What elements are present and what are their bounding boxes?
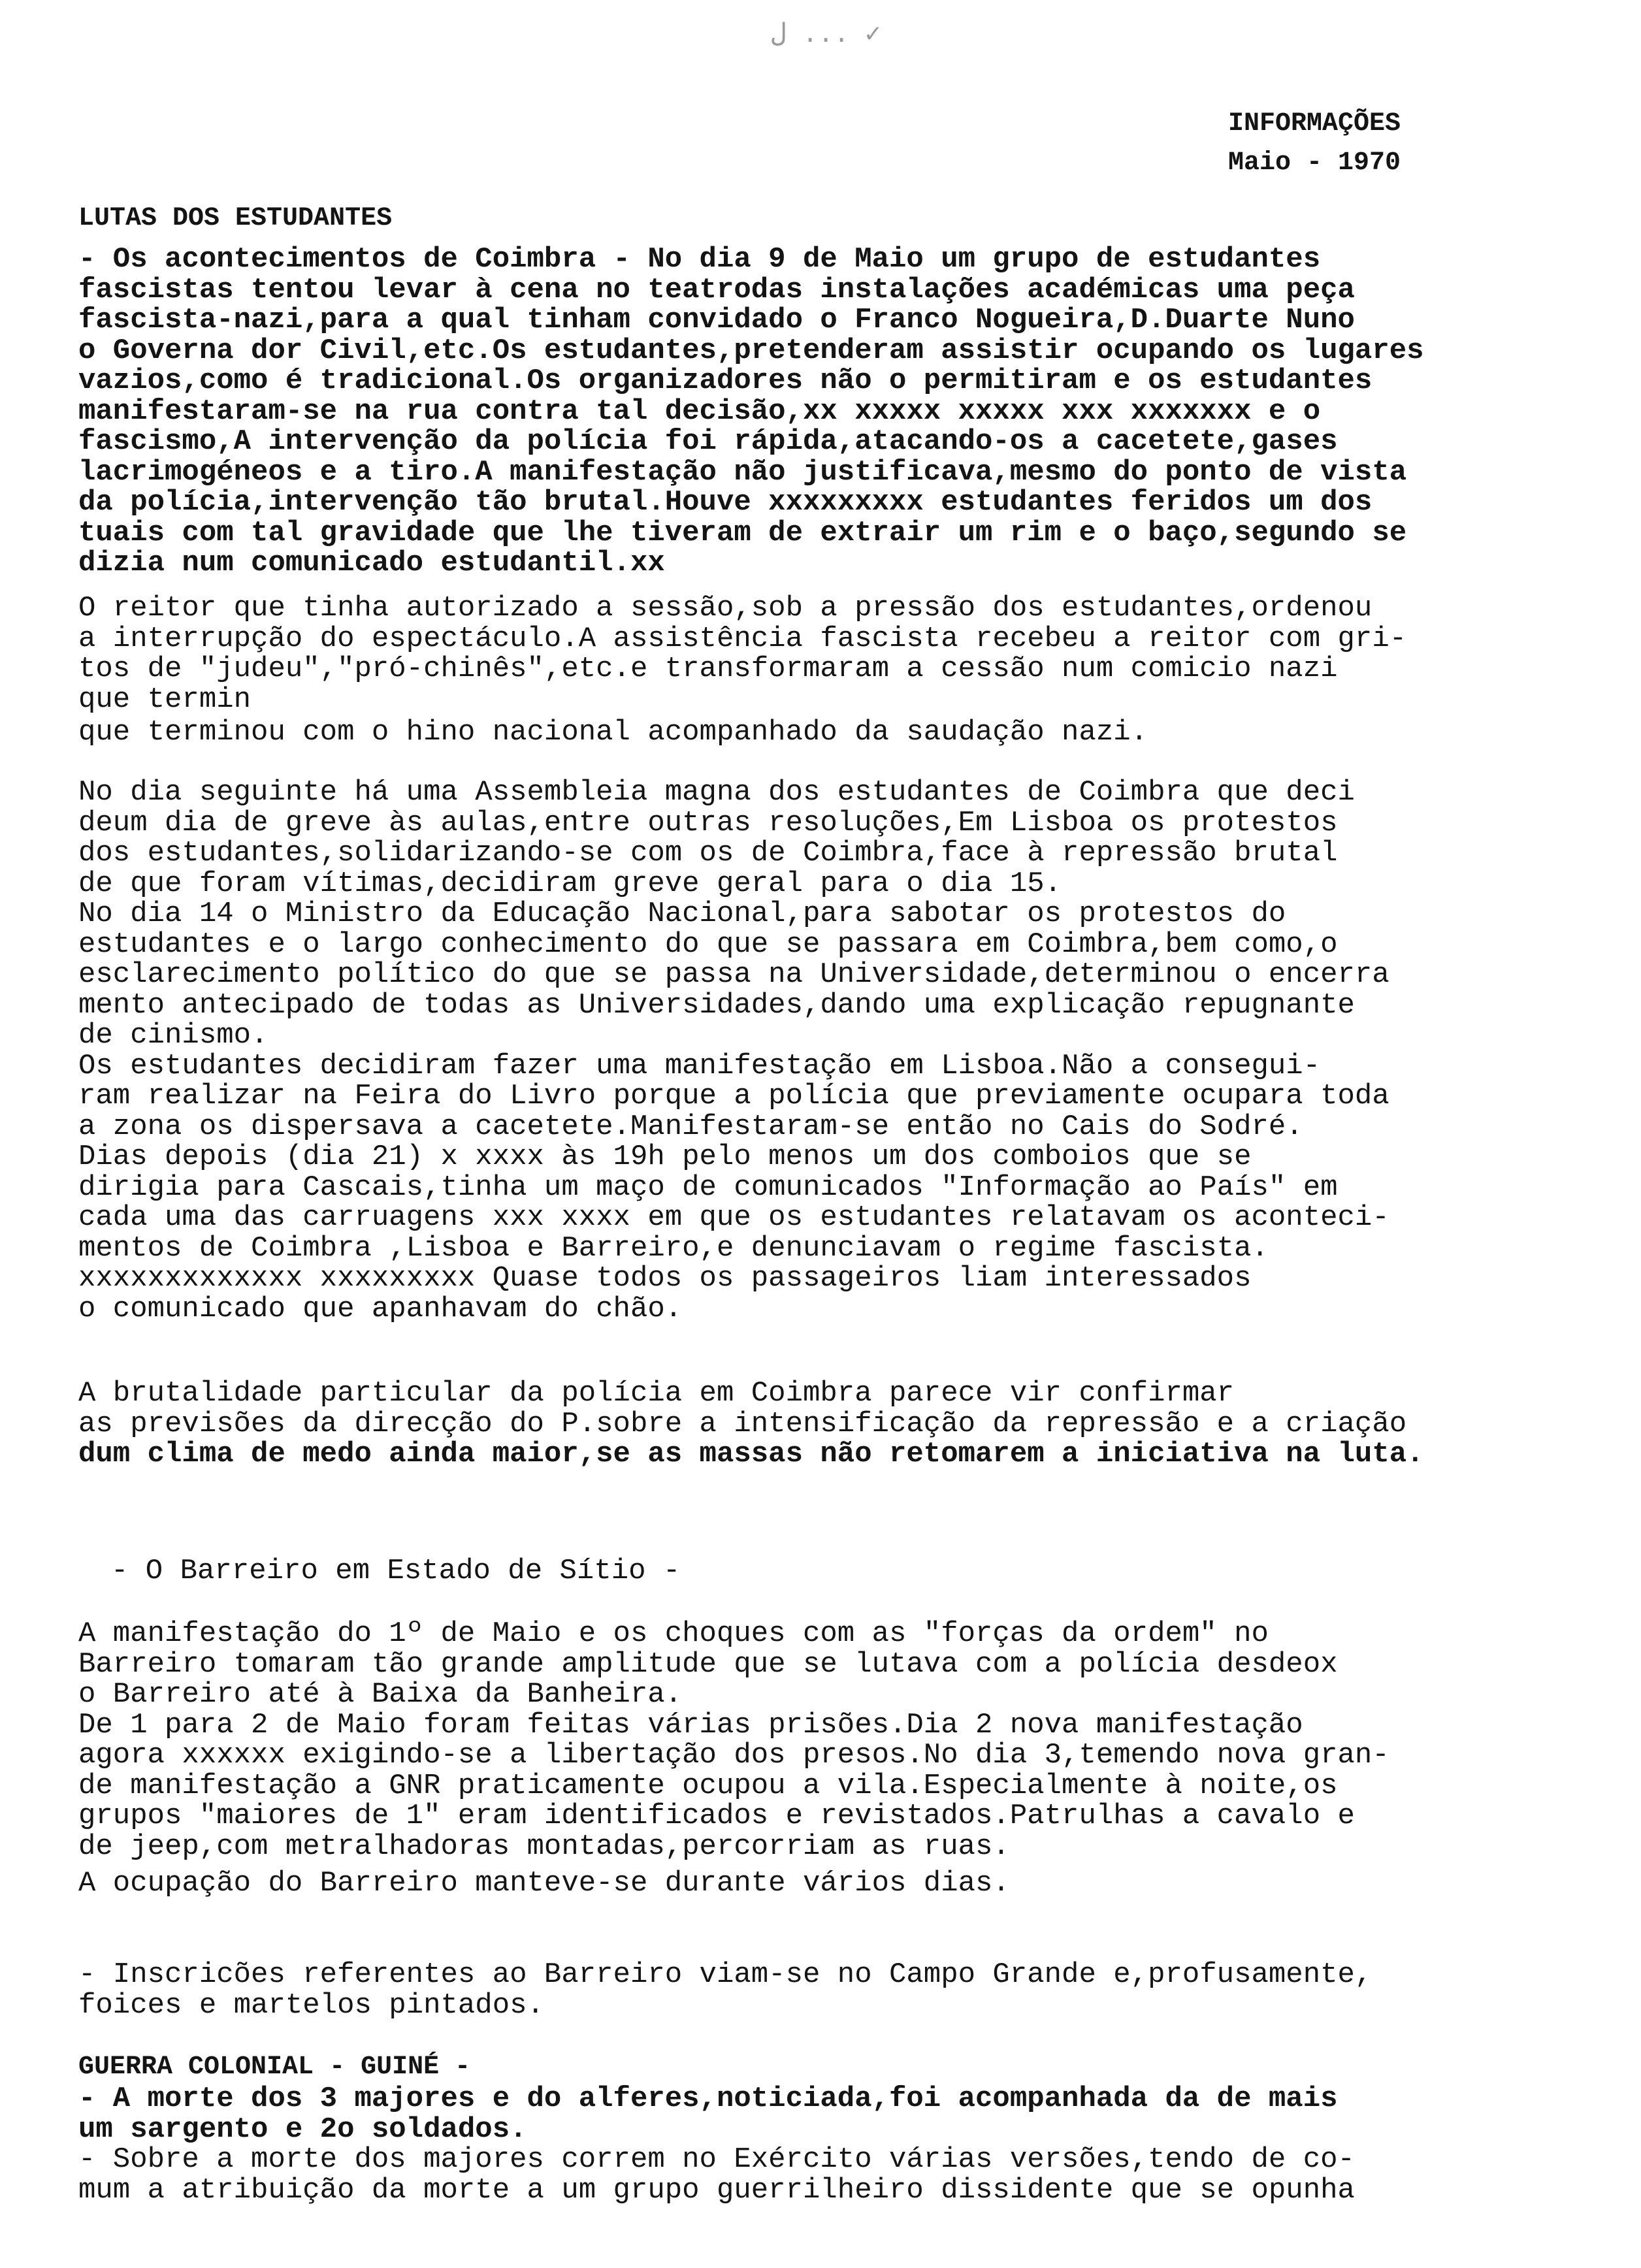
paragraph-barreiro: [78, 1619, 1568, 1899]
text-line: mentos de Coimbra ,Lisboa e Barreiro,e denunciavam o regime fascista.: [78, 1233, 1269, 1263]
text-line: da polícia,intervenção tão brutal.Houve xxxxxxxxx estudantes feridos um dos: [78, 487, 1373, 518]
text-line: de cinismo.: [78, 1020, 268, 1051]
paragraph-guine: [78, 2084, 1568, 2205]
text-line: No dia 14 o Ministro da Educação Nacional,para sabotar os protestos do: [78, 899, 1286, 930]
text-line: dizia num comunicado estudantil.xx: [78, 548, 665, 579]
text-line: vazios,como é tradicional.Os organizadores não o permitiram e os estudantes: [78, 366, 1373, 397]
text-line: estudantes e o largo conhecimento do que se passara em Coimbra,bem como,o: [78, 929, 1338, 960]
text-line: um sargento e 2o soldados.: [78, 2114, 527, 2145]
text-line: o Governa dor Civil,etc.Os estudantes,pretenderam assistir ocupando os lugares: [78, 335, 1424, 366]
text-line: grupos "maiores de 1" eram identificados e revistados.Patrulhas a cavalo e: [78, 1801, 1355, 1832]
paragraph-brutalidade: [78, 1378, 1568, 1470]
text-line: O reitor que tinha autorizado a sessão,sob a pressão dos estudantes,ordenou: [78, 593, 1373, 624]
text-line: foices e martelos pintados.: [78, 1990, 544, 2020]
text-line: tuais com tal gravidade que lhe tiveram de extrair um rim e o baço,segundo se: [78, 517, 1407, 548]
text-line: fascistas tentou levar à cena no teatrodas instalações académicas uma peça: [78, 274, 1355, 305]
document-header: [1228, 105, 1401, 183]
text-line: A manifestação do 1º de Maio e os choques com as "forças da ordem" no: [78, 1619, 1269, 1649]
text-line: de jeep,com metralhadoras montadas,percorriam as ruas.: [78, 1831, 1010, 1862]
text-line: que termin: [78, 684, 252, 715]
text-line: a zona os dispersava a cacetete.Manifestaram-se então no Cais do Sodré.: [78, 1111, 1303, 1142]
text-line: de manifestação a GNR praticamente ocupou a vila.Especialmente à noite,os: [78, 1770, 1338, 1801]
text-line: Dias depois (dia 21) x xxxx às 19h pelo menos um dos comboios que se: [78, 1142, 1252, 1173]
text-line: - Sobre a morte dos majores correm no Exército várias versões,tendo de co-: [78, 2145, 1355, 2175]
text-line: esclarecimento político do que se passa na Universidade,determinou o encerra: [78, 960, 1389, 990]
section-heading-barreiro: - O Barreiro em Estado de Sítio -: [111, 1555, 681, 1587]
text-line: fascismo,A intervenção da polícia foi rápida,atacando-os a cacetete,gases: [78, 427, 1338, 457]
text-line: ram realizar na Feira do Livro porque a polícia que previamente ocupara toda: [78, 1081, 1389, 1112]
text-line: tos de "judeu","pró-chinês",etc.e transformaram a cessão num comicio nazi: [78, 654, 1338, 685]
text-line: A ocupação do Barreiro manteve-se durante vários dias.: [78, 1868, 1010, 1899]
text-line: a interrupção do espectáculo.A assistência fascista recebeu a reitor com gri-: [78, 623, 1407, 654]
text-line: deum dia de greve às aulas,entre outras resoluções,Em Lisboa os protestos: [78, 807, 1338, 838]
text-line: A brutalidade particular da polícia em Coimbra parece vir confirmar: [78, 1378, 1235, 1409]
paragraph-coimbra-events: [78, 244, 1568, 579]
document-title: INFORMAÇÕES: [1228, 109, 1401, 138]
text-line: De 1 para 2 de Maio foram feitas várias prisões.Dia 2 nova manifestação: [78, 1709, 1303, 1740]
text-line: dirigia para Cascais,tinha um maço de comunicados "Informação ao País" em: [78, 1172, 1338, 1203]
text-line: - Os acontecimentos de Coimbra - No dia 9 de Maio um grupo de estudantes: [78, 244, 1321, 275]
text-line: mum a atribuição da morte a um grupo guerrilheiro dissidente que se opunha: [78, 2175, 1355, 2205]
paragraph-inscricoes: [78, 1960, 1568, 2020]
handwritten-scribble: ل ... ✓: [771, 21, 881, 50]
paragraph-assembleia: [78, 777, 1568, 1324]
text-line: - Inscricões referentes ao Barreiro viam-se no Campo Grande e,profusamente,: [78, 1960, 1373, 1990]
text-line: Barreiro tomaram tão grande amplitude que se lutava com a polícia desdeox: [78, 1649, 1338, 1679]
text-line: as previsões da direcção do P.sobre a intensificação da repressão e a criação: [78, 1408, 1407, 1439]
section-heading-lutas: LUTAS DOS ESTUDANTES: [78, 204, 393, 233]
text-line: mento antecipado de todas as Universidades,dando uma explicação repugnante: [78, 990, 1355, 1020]
paragraph-reitor: [78, 593, 1568, 748]
text-line: dum clima de medo ainda maior,se as massas não retomarem a iniciativa na luta.: [78, 1439, 1424, 1470]
text-line: Os estudantes decidiram fazer uma manifestação em Lisboa.Não a consegui-: [78, 1050, 1321, 1081]
text-line: de que foram vítimas,decidiram greve geral para o dia 15.: [78, 868, 1062, 899]
text-line: o Barreiro até à Baixa da Banheira.: [78, 1679, 683, 1710]
text-line: manifestaram-se na rua contra tal decisão,xx xxxxx xxxxx xxx xxxxxxx e o: [78, 396, 1321, 427]
text-line: No dia seguinte há uma Assembleia magna dos estudantes de Coimbra que deci: [78, 777, 1355, 808]
text-line: dos estudantes,solidarizando-se com os de Coimbra,face à repressão brutal: [78, 838, 1338, 869]
text-line: que terminou com o hino nacional acompanhado da saudação nazi.: [78, 717, 1148, 748]
text-line: xxxxxxxxxxxxx xxxxxxxxx Quase todos os passageiros liam interessados: [78, 1263, 1252, 1294]
text-line: fascista-nazi,para a qual tinham convidado o Franco Nogueira,D.Duarte Nuno: [78, 305, 1355, 336]
text-line: o comunicado que apanhavam do chão.: [78, 1293, 683, 1324]
text-line: cada uma das carruagens xxx xxxx em que os estudantes relatavam os aconteci-: [78, 1203, 1389, 1233]
document-date: Maio - 1970: [1228, 148, 1401, 178]
section-heading-guerra-colonial: GUERRA COLONIAL - GUINÉ -: [78, 2052, 471, 2082]
text-line: lacrimogéneos e a tiro.A manifestação não justificava,mesmo do ponto de vista: [78, 457, 1407, 487]
text-line: agora xxxxxx exigindo-se a libertação dos presos.No dia 3,temendo nova gran-: [78, 1740, 1389, 1771]
text-line: - A morte dos 3 majores e do alferes,noticiada,foi acompanhada da de mais: [78, 2084, 1338, 2114]
